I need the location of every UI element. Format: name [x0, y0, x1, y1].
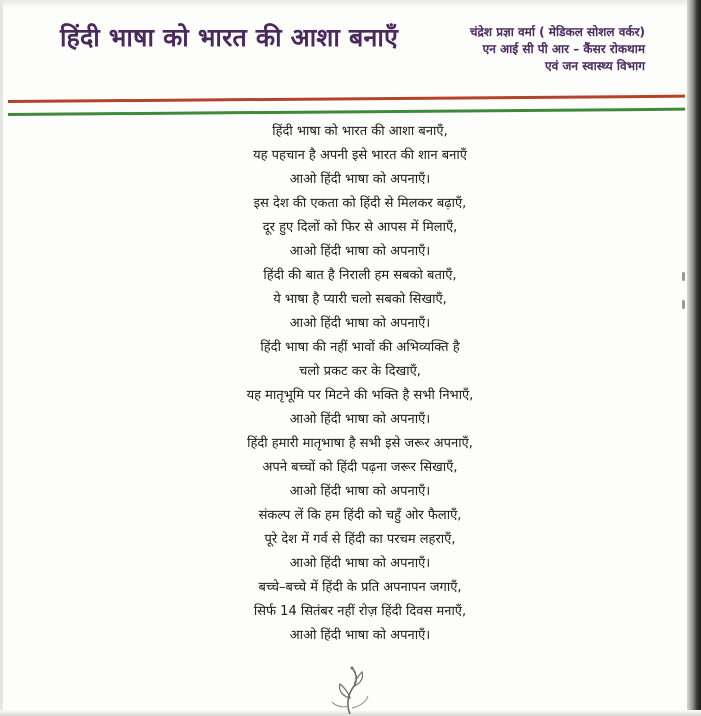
decorative-rule-red — [8, 95, 685, 103]
poem-refrain: आओ हिंदी भाषा को अपनाएँ। — [289, 316, 431, 331]
poem-refrain: आओ हिंदी भाषा को अपनाएँ। — [289, 412, 431, 427]
author-line-division: एवं जन स्वास्थ्य विभाग — [545, 59, 645, 73]
poem-line: इस देश की एकता को हिंदी से मिलकर बढ़ाएँ, — [253, 196, 467, 211]
binding-hole-mark — [682, 272, 685, 281]
binding-hole-mark — [682, 300, 685, 309]
poem-line: पूरे देश में गर्व से हिंदी का परचम लहराएँ, — [264, 532, 456, 547]
poem-line: हिंदी भाषा की नहीं भावों की अभिव्यक्ति है — [260, 340, 460, 355]
poem-refrain: आओ हिंदी भाषा को अपनाएँ। — [289, 628, 431, 643]
poem-line: ये भाषा है प्यारी चलो सबको सिखाएँ, — [273, 292, 447, 307]
poem-line: दूर हुए दिलों को फिर से आपस में मिलाएँ, — [262, 220, 458, 235]
author-line-department: एन आई सी पी आर – कैंसर रोकथाम — [482, 42, 645, 56]
poem-refrain: आओ हिंदी भाषा को अपनाएँ। — [289, 172, 431, 187]
scan-edge-right — [687, 0, 701, 716]
floral-sprig-icon — [320, 664, 390, 714]
author-block — [470, 24, 645, 75]
author-line-name: चंद्रेश प्रज्ञा वर्मा ( मेडिकल सोशल वर्कर) — [469, 25, 645, 39]
poem-line: हिंदी की बात है निराली हम सबको बताएँ, — [263, 268, 457, 283]
poem-refrain: आओ हिंदी भाषा को अपनाएँ। — [289, 556, 431, 571]
poem-line: बच्चे–बच्चे में हिंदी के प्रति अपनापन जगाएँ, — [258, 580, 462, 595]
scan-edge-left — [0, 0, 3, 716]
page-title: हिंदी भाषा को भारत की आशा बनाएँ — [60, 23, 399, 52]
poem-line: अपने बच्चों को हिंदी पढ़ना जरूर सिखाएँ, — [262, 460, 458, 475]
poem-line: हिंदी भाषा को भारत की आशा बनाएँ, — [272, 124, 448, 139]
poem-refrain: आओ हिंदी भाषा को अपनाएँ। — [289, 244, 431, 259]
decorative-rule-green — [8, 108, 685, 116]
poem-line: यह मातृभूमि पर मिटने की भक्ति है सभी निभाएँ, — [246, 388, 474, 403]
poem-line: सिर्फ 14 सितंबर नहीं रोज़ हिंदी दिवस मनाएँ, — [253, 604, 467, 619]
poem-line: संकल्प लें कि हम हिंदी को चहुँ ओर फैलाएँ, — [258, 508, 462, 523]
poem-refrain: आओ हिंदी भाषा को अपनाएँ। — [289, 484, 431, 499]
poem-line: चलो प्रकट कर के दिखाएँ, — [299, 364, 421, 379]
scan-edge-top — [0, 0, 701, 8]
poem-line: हिंदी हमारी मातृभाषा है सभी इसे जरूर अपनाएँ, — [247, 436, 473, 451]
poem-body — [40, 120, 680, 648]
poem-line: यह पहचान है अपनी इसे भारत की शान बनाएँ — [253, 148, 467, 163]
